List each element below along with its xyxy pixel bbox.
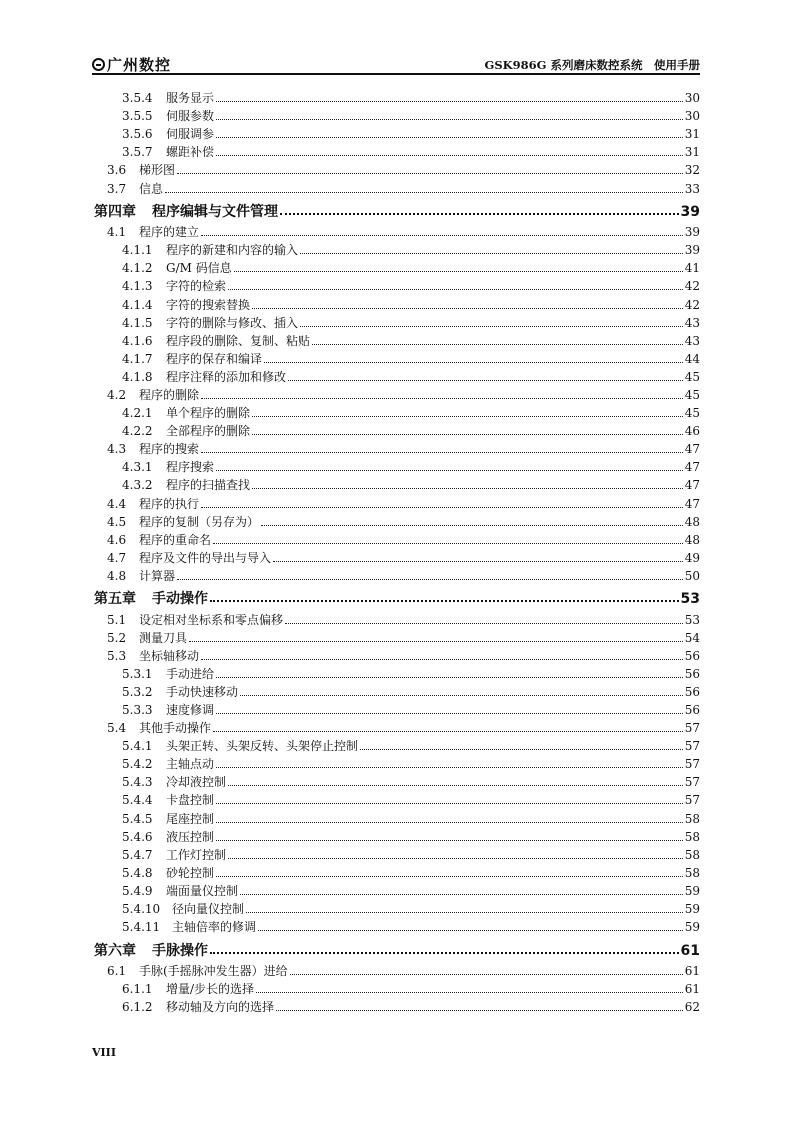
toc-entry-page: 39 bbox=[680, 204, 700, 221]
toc-entry-title: 程序的新建和内容的输入 bbox=[166, 243, 299, 258]
toc-entry-title: 伺服参数 bbox=[166, 109, 215, 124]
toc-entry-title: 程序段的删除、复制、粘贴 bbox=[166, 333, 311, 348]
toc-entry-number: 5.4.4 bbox=[122, 793, 153, 808]
dot-leader bbox=[177, 578, 683, 580]
toc-entry-page: 57 bbox=[684, 721, 700, 736]
toc-entry[interactable] bbox=[92, 275, 700, 293]
toc-entry[interactable] bbox=[92, 898, 700, 916]
dot-leader bbox=[312, 343, 683, 345]
toc-entry-number: 3.5.7 bbox=[122, 145, 153, 160]
dot-leader bbox=[252, 415, 683, 417]
toc-entry-number: 4.5 bbox=[107, 514, 127, 529]
toc-entry-number: 4.1.2 bbox=[122, 261, 153, 276]
toc-entry[interactable] bbox=[92, 608, 700, 626]
logo-text: 广州数控 bbox=[107, 56, 172, 74]
toc-entry[interactable] bbox=[92, 438, 700, 456]
toc-entry-title: 程序的执行 bbox=[139, 496, 200, 511]
toc-chapter-entry[interactable] bbox=[92, 936, 700, 958]
toc-entry[interactable] bbox=[92, 699, 700, 717]
toc-entry-page: 62 bbox=[684, 999, 700, 1014]
toc-entry-title: 速度修调 bbox=[166, 703, 215, 717]
toc-entry[interactable] bbox=[92, 681, 700, 699]
toc-entry[interactable] bbox=[92, 420, 700, 438]
toc-entry-title: 坐标轴移动 bbox=[139, 648, 200, 663]
toc-entry-number: 4.1.3 bbox=[122, 279, 153, 294]
dot-leader bbox=[216, 802, 683, 804]
toc-entry[interactable] bbox=[92, 663, 700, 681]
toc-entry-title: 径向量仪控制 bbox=[172, 902, 245, 917]
toc-entry-title: 螺距补偿 bbox=[166, 145, 215, 160]
toc-entry-page: 59 bbox=[684, 902, 700, 917]
toc-entry-title: 设定相对坐标系和零点偏移 bbox=[139, 612, 284, 627]
toc-entry-page: 47 bbox=[684, 496, 700, 511]
toc-entry-title: 手动进给 bbox=[166, 666, 215, 681]
dot-leader bbox=[290, 973, 683, 975]
toc-entry[interactable] bbox=[92, 105, 700, 123]
toc-entry-number: 第四章 bbox=[94, 204, 136, 221]
toc-entry-number: 5.4.3 bbox=[122, 775, 153, 790]
toc-entry-number: 4.4 bbox=[107, 496, 127, 511]
dot-leader bbox=[216, 118, 683, 120]
toc-entry-title: 程序的扫描查找 bbox=[166, 478, 251, 493]
toc-entry-number: 6.1 bbox=[107, 963, 127, 978]
dot-leader bbox=[246, 911, 683, 913]
toc-entry-number: 4.1.8 bbox=[122, 369, 153, 384]
toc-entry-number: 4.3.1 bbox=[122, 460, 153, 475]
dot-leader bbox=[216, 766, 683, 768]
dot-leader bbox=[216, 712, 683, 714]
dot-leader bbox=[216, 821, 683, 823]
toc-entry-page: 58 bbox=[684, 847, 700, 862]
toc-entry-page: 42 bbox=[684, 279, 700, 294]
toc-entry-page: 47 bbox=[684, 478, 700, 493]
toc-entry-number: 5.4.2 bbox=[122, 757, 153, 772]
toc-entry[interactable] bbox=[92, 547, 700, 565]
dot-leader bbox=[300, 252, 683, 254]
toc-entry-number: 4.1.1 bbox=[122, 243, 153, 258]
toc-entry-title: 服务显示 bbox=[166, 91, 215, 106]
toc-entry[interactable] bbox=[92, 474, 700, 492]
toc-entry-title: 工作灯控制 bbox=[166, 847, 227, 862]
toc-entry-title: 主轴倍率的修调 bbox=[172, 920, 257, 935]
toc-entry-page: 61 bbox=[680, 942, 700, 959]
toc-entry-title: 全部程序的删除 bbox=[166, 424, 251, 439]
dot-leader bbox=[300, 325, 683, 327]
dot-leader bbox=[213, 542, 683, 544]
toc-entry-number: 3.5.4 bbox=[122, 91, 153, 106]
toc-entry-page: 44 bbox=[684, 351, 700, 366]
toc-entry[interactable] bbox=[92, 771, 700, 789]
toc-entry-title: 程序搜索 bbox=[166, 460, 215, 475]
toc-entry-title: 程序的建立 bbox=[139, 225, 200, 240]
dot-leader bbox=[177, 172, 683, 174]
toc-entry-number: 4.2.1 bbox=[122, 406, 153, 421]
toc-entry[interactable] bbox=[92, 960, 700, 978]
toc-entry-number: 4.3 bbox=[107, 442, 127, 457]
toc-entry-number: 4.7 bbox=[107, 550, 127, 565]
toc-entry-page: 48 bbox=[684, 532, 700, 547]
toc-entry-page: 39 bbox=[684, 243, 700, 258]
toc-entry-page: 50 bbox=[684, 568, 700, 583]
toc-entry-number: 4.1.7 bbox=[122, 351, 153, 366]
toc-entry-title: 伺服调参 bbox=[166, 127, 215, 142]
company-logo bbox=[92, 54, 171, 75]
toc-entry-number: 3.6 bbox=[107, 163, 127, 178]
page-header bbox=[92, 52, 700, 74]
table-of-contents bbox=[92, 87, 700, 1014]
toc-entry-number: 4.2 bbox=[107, 388, 127, 402]
dot-leader bbox=[285, 622, 683, 624]
dot-leader bbox=[216, 839, 683, 841]
toc-entry[interactable] bbox=[92, 141, 700, 159]
dot-leader bbox=[201, 658, 683, 660]
dot-leader bbox=[228, 784, 683, 786]
toc-entry-number: 3.5.6 bbox=[122, 127, 153, 142]
toc-entry-number: 6.1.2 bbox=[122, 999, 153, 1014]
toc-entry-page: 58 bbox=[684, 865, 700, 880]
toc-entry-title: 手脉操作 bbox=[152, 942, 208, 959]
dot-leader bbox=[201, 506, 683, 508]
toc-entry-number: 5.3.1 bbox=[122, 666, 153, 681]
page-number: VIII bbox=[92, 1046, 116, 1059]
toc-entry-page: 61 bbox=[684, 963, 700, 978]
toc-entry-title: 冷却液控制 bbox=[166, 775, 227, 790]
dot-leader bbox=[240, 893, 683, 895]
dot-leader bbox=[240, 694, 683, 696]
dot-leader bbox=[288, 379, 683, 381]
toc-entry[interactable] bbox=[92, 177, 700, 195]
toc-entry-number: 5.4.5 bbox=[122, 811, 153, 826]
toc-chapter-entry[interactable] bbox=[92, 585, 700, 607]
dot-leader bbox=[216, 875, 683, 877]
manual-title: GSK986G 系列磨床数控系统 使用手册 bbox=[484, 58, 700, 72]
toc-entry-page: 42 bbox=[684, 297, 700, 312]
toc-entry-number: 5.1 bbox=[107, 612, 127, 627]
toc-entry-title: 信息 bbox=[139, 181, 164, 196]
toc-entry[interactable] bbox=[92, 627, 700, 645]
toc-entry[interactable] bbox=[92, 366, 700, 384]
dot-leader bbox=[210, 599, 679, 602]
dot-leader bbox=[216, 154, 683, 156]
toc-entry[interactable] bbox=[92, 221, 700, 239]
toc-entry[interactable] bbox=[92, 257, 700, 275]
toc-entry-number: 第六章 bbox=[94, 942, 136, 959]
toc-entry-title: 头架正转、头架反转、头架停止控制 bbox=[166, 739, 359, 754]
toc-entry-title: 字符的搜索替换 bbox=[166, 297, 251, 312]
toc-entry-number: 5.4.10 bbox=[122, 902, 161, 917]
toc-entry-page: 56 bbox=[684, 648, 700, 663]
toc-entry[interactable] bbox=[92, 293, 700, 311]
toc-entry[interactable] bbox=[92, 880, 700, 898]
toc-entry-page: 49 bbox=[684, 550, 700, 565]
dot-leader bbox=[252, 487, 683, 489]
toc-entry[interactable] bbox=[92, 978, 700, 996]
toc-entry[interactable] bbox=[92, 123, 700, 141]
toc-entry-title: 程序的删除 bbox=[139, 388, 200, 402]
logo-icon bbox=[92, 58, 105, 71]
toc-entry-title: 梯形图 bbox=[139, 163, 176, 178]
dot-leader bbox=[201, 234, 683, 236]
toc-entry-title: 增量/步长的选择 bbox=[166, 981, 255, 996]
toc-entry-title: 测量刀具 bbox=[139, 630, 188, 645]
toc-entry[interactable] bbox=[92, 159, 700, 177]
toc-entry-title: 程序的复制（另存为） bbox=[139, 514, 260, 529]
toc-entry-page: 33 bbox=[684, 181, 700, 196]
toc-entry-title: 移动轴及方向的选择 bbox=[166, 999, 275, 1014]
toc-entry-page: 43 bbox=[684, 315, 700, 330]
toc-entry-number: 4.1.4 bbox=[122, 297, 153, 312]
dot-leader bbox=[261, 524, 683, 526]
toc-entry-page: 59 bbox=[684, 883, 700, 898]
toc-entry[interactable] bbox=[92, 789, 700, 807]
toc-entry-title: 计算器 bbox=[139, 568, 176, 583]
toc-entry-number: 5.4.1 bbox=[122, 739, 153, 754]
toc-entry[interactable] bbox=[92, 645, 700, 663]
toc-entry-page: 56 bbox=[684, 666, 700, 681]
toc-entry-page: 57 bbox=[684, 793, 700, 808]
toc-entry-number: 4.1 bbox=[107, 225, 127, 240]
dot-leader bbox=[276, 1009, 683, 1011]
toc-entry-title: 单个程序的删除 bbox=[166, 406, 251, 421]
toc-entry-page: 56 bbox=[684, 703, 700, 717]
toc-entry[interactable] bbox=[92, 456, 700, 474]
toc-entry-page: 31 bbox=[684, 145, 700, 160]
toc-entry-number: 5.3.2 bbox=[122, 684, 153, 699]
toc-entry-page: 43 bbox=[684, 333, 700, 348]
toc-entry-page: 58 bbox=[684, 829, 700, 844]
toc-entry[interactable] bbox=[92, 753, 700, 771]
toc-entry[interactable] bbox=[92, 826, 700, 844]
toc-entry-number: 4.1.6 bbox=[122, 333, 153, 348]
dot-leader bbox=[273, 560, 683, 562]
toc-entry[interactable] bbox=[92, 735, 700, 753]
dot-leader bbox=[201, 451, 683, 453]
toc-entry-page: 48 bbox=[684, 514, 700, 529]
toc-entry[interactable] bbox=[92, 330, 700, 348]
dot-leader bbox=[216, 100, 683, 102]
toc-entry[interactable] bbox=[92, 862, 700, 880]
toc-entry-page: 30 bbox=[684, 109, 700, 124]
toc-entry-title: 卡盘控制 bbox=[166, 793, 215, 808]
header-rule bbox=[92, 73, 700, 75]
toc-entry-page: 59 bbox=[684, 920, 700, 935]
toc-entry-number: 4.2.2 bbox=[122, 424, 153, 439]
toc-entry-number: 4.6 bbox=[107, 532, 127, 547]
dot-leader bbox=[264, 361, 683, 363]
toc-entry-title: 其他手动操作 bbox=[139, 721, 212, 736]
dot-leader bbox=[280, 212, 679, 215]
toc-entry[interactable] bbox=[92, 807, 700, 825]
toc-entry-number: 4.1.5 bbox=[122, 315, 153, 330]
dot-leader bbox=[216, 136, 683, 138]
toc-entry-page: 47 bbox=[684, 460, 700, 475]
dot-leader bbox=[216, 469, 683, 471]
toc-entry-page: 46 bbox=[684, 424, 700, 439]
toc-entry-number: 3.7 bbox=[107, 181, 127, 196]
toc-entry-title: 砂轮控制 bbox=[166, 865, 215, 880]
toc-entry-number: 5.4 bbox=[107, 721, 127, 736]
dot-leader bbox=[189, 640, 683, 642]
toc-entry-number: 5.3 bbox=[107, 648, 127, 663]
toc-entry-page: 41 bbox=[684, 261, 700, 276]
toc-entry-title: 手脉(手摇脉冲发生器）进给 bbox=[139, 963, 288, 978]
dot-leader bbox=[201, 397, 683, 399]
toc-entry-title: 程序的重命名 bbox=[139, 532, 212, 547]
dot-leader bbox=[252, 307, 683, 309]
toc-entry[interactable] bbox=[92, 87, 700, 105]
toc-entry-title: 程序注释的添加和修改 bbox=[166, 369, 287, 384]
dot-leader bbox=[258, 929, 683, 931]
toc-entry[interactable] bbox=[92, 717, 700, 735]
toc-entry-title: 程序的搜索 bbox=[139, 442, 200, 457]
toc-entry-title: 液压控制 bbox=[166, 829, 215, 844]
dot-leader bbox=[213, 730, 683, 732]
toc-entry[interactable] bbox=[92, 239, 700, 257]
toc-entry-title: 手动操作 bbox=[152, 591, 208, 608]
dot-leader bbox=[165, 191, 683, 193]
toc-entry-number: 5.4.8 bbox=[122, 865, 153, 880]
toc-entry-page: 53 bbox=[680, 591, 700, 608]
toc-entry-page: 45 bbox=[684, 388, 700, 402]
toc-entry-page: 56 bbox=[684, 684, 700, 699]
toc-entry[interactable] bbox=[92, 844, 700, 862]
toc-entry-page: 32 bbox=[684, 163, 700, 178]
toc-entry-title: 字符的删除与修改、插入 bbox=[166, 315, 299, 330]
toc-entry-page: 45 bbox=[684, 369, 700, 384]
toc-entry[interactable] bbox=[92, 916, 700, 934]
toc-entry-title: 主轴点动 bbox=[166, 757, 215, 772]
toc-entry-number: 4.8 bbox=[107, 568, 127, 583]
toc-entry-page: 58 bbox=[684, 811, 700, 826]
toc-entry[interactable] bbox=[92, 529, 700, 547]
toc-entry-number: 5.3.3 bbox=[122, 703, 153, 717]
toc-chapter-entry[interactable] bbox=[92, 198, 700, 220]
toc-entry-page: 57 bbox=[684, 757, 700, 772]
toc-entry[interactable] bbox=[92, 384, 700, 402]
dot-leader bbox=[210, 951, 679, 954]
toc-entry-title: 端面量仪控制 bbox=[166, 883, 239, 898]
toc-entry-page: 53 bbox=[684, 612, 700, 627]
dot-leader bbox=[252, 433, 683, 435]
toc-entry-page: 39 bbox=[684, 225, 700, 240]
toc-entry-page: 57 bbox=[684, 739, 700, 754]
toc-entry-number: 5.2 bbox=[107, 630, 127, 645]
toc-entry-page: 54 bbox=[684, 630, 700, 645]
toc-entry-number: 4.3.2 bbox=[122, 478, 153, 493]
toc-entry-page: 45 bbox=[684, 406, 700, 421]
toc-entry-number: 3.5.5 bbox=[122, 109, 153, 124]
dot-leader bbox=[256, 991, 683, 993]
toc-entry-page: 61 bbox=[684, 981, 700, 996]
toc-entry-page: 30 bbox=[684, 91, 700, 106]
dot-leader bbox=[360, 748, 683, 750]
toc-entry-title: 程序编辑与文件管理 bbox=[152, 204, 278, 221]
toc-entry-number: 5.4.6 bbox=[122, 829, 153, 844]
toc-entry[interactable] bbox=[92, 565, 700, 583]
toc-entry-number: 6.1.1 bbox=[122, 981, 153, 996]
toc-entry-title: 程序及文件的导出与导入 bbox=[139, 550, 272, 565]
toc-entry-number: 5.4.7 bbox=[122, 847, 153, 862]
toc-entry-title: G/M 码信息 bbox=[166, 261, 232, 276]
toc-entry[interactable] bbox=[92, 996, 700, 1014]
toc-entry-number: 5.4.9 bbox=[122, 883, 153, 898]
toc-entry-title: 尾座控制 bbox=[166, 811, 215, 826]
dot-leader bbox=[216, 676, 683, 678]
toc-entry-number: 第五章 bbox=[94, 591, 136, 608]
toc-entry-title: 手动快速移动 bbox=[166, 684, 239, 699]
toc-entry[interactable] bbox=[92, 348, 700, 366]
toc-entry[interactable] bbox=[92, 402, 700, 420]
toc-entry[interactable] bbox=[92, 312, 700, 330]
toc-entry-page: 47 bbox=[684, 442, 700, 457]
toc-entry-page: 57 bbox=[684, 775, 700, 790]
toc-entry-number: 5.4.11 bbox=[122, 920, 161, 935]
toc-entry-title: 程序的保存和编译 bbox=[166, 351, 263, 366]
dot-leader bbox=[228, 857, 683, 859]
dot-leader bbox=[228, 288, 683, 290]
toc-entry[interactable] bbox=[92, 511, 700, 529]
dot-leader bbox=[234, 270, 683, 272]
toc-entry[interactable] bbox=[92, 492, 700, 510]
toc-entry-page: 31 bbox=[684, 127, 700, 142]
toc-entry-title: 字符的检索 bbox=[166, 279, 227, 294]
